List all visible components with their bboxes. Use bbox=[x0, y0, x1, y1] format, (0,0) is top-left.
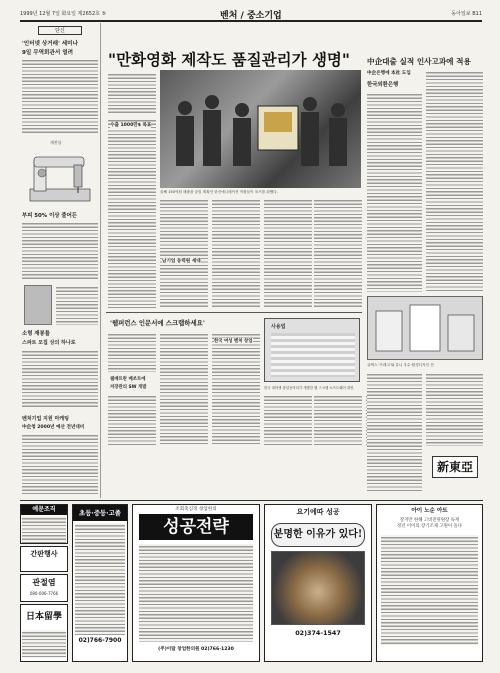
ad-education[interactable] bbox=[72, 504, 128, 662]
brief-story-3-body bbox=[22, 433, 98, 495]
main-col-3 bbox=[212, 198, 260, 308]
ad-success-footer: (주)이랍 창업한의원 02)766-1230 bbox=[158, 647, 234, 652]
ad-left-4-title: 日本留學 bbox=[25, 612, 62, 622]
product-image-2 bbox=[24, 285, 52, 325]
sewing-machine-image bbox=[22, 147, 98, 207]
ad-left-3-title: 관절염 bbox=[32, 578, 56, 587]
main-col-1 bbox=[108, 118, 156, 308]
ad-noson-top: 아이 노순 아트 bbox=[411, 508, 448, 514]
brief-box-header bbox=[38, 26, 82, 35]
right-bottom-col-1 bbox=[367, 372, 422, 492]
brief-story-2-body bbox=[22, 349, 98, 409]
main-col-4 bbox=[264, 198, 312, 308]
ad-restaurant-photo bbox=[271, 551, 365, 625]
main-photo-caption: 올해 150억원 매출을 올릴 계획인 한신애니메이션 직원들이 포즈를 취했다. bbox=[160, 190, 278, 194]
ad-left-3[interactable] bbox=[20, 574, 68, 602]
right-col-1 bbox=[367, 92, 422, 292]
group-photo-illustration bbox=[160, 70, 361, 188]
brief-story-2-title: 스파트 모집 상의 하나로 bbox=[22, 340, 76, 346]
ad-noson-art[interactable] bbox=[376, 504, 483, 662]
product-body-2 bbox=[56, 285, 98, 325]
mid-col-3 bbox=[160, 332, 208, 446]
left-sidebar bbox=[20, 23, 101, 498]
ad-restaurant[interactable] bbox=[264, 504, 372, 662]
ad-left-2[interactable] bbox=[20, 546, 68, 572]
mid-col-2 bbox=[108, 394, 156, 446]
brief-story-1-title: '인터넷 상거래' 세미나 bbox=[22, 41, 78, 47]
mid-divider bbox=[106, 312, 362, 313]
main-headline: "만화영화 제작도 품질관리가 생명" bbox=[108, 50, 350, 69]
mid-subhead-2: 저장관리 SW 개발 bbox=[110, 385, 147, 390]
product-label: 재봉틀 bbox=[50, 140, 62, 145]
mid-col-1 bbox=[108, 332, 156, 372]
ad-noson-line-2: 정년 이어의 장기조제 고원이 돌다 bbox=[397, 524, 462, 529]
sinbo-logo bbox=[432, 456, 478, 478]
main-story-photo bbox=[160, 70, 361, 188]
mid-col-4 bbox=[212, 332, 260, 446]
ad-noson-body bbox=[381, 535, 478, 645]
right-bottom-col-2 bbox=[426, 372, 483, 446]
ad-restaurant-headline: 분명한 이유가 있다! bbox=[271, 523, 365, 547]
ad-success-top: 조회축심정 창업한의 bbox=[175, 507, 217, 512]
mid-subhead-1: 웹매트란 베쏘트에 bbox=[110, 377, 146, 382]
screenshot-caption: 한국 대학생 창업동아리가 개발한 웹 스크랩 소프트웨어 화면. bbox=[264, 386, 355, 390]
masthead bbox=[20, 8, 482, 22]
ad-left-3-phone: 080-006-7766 bbox=[29, 591, 59, 596]
ad-education-body bbox=[75, 523, 125, 635]
right-headline: 中企대출 실적 인사고과에 적용 bbox=[367, 57, 471, 66]
ad-restaurant-brand: 요기에따 성공 bbox=[296, 508, 340, 516]
right-subhead-2: 한국외환은행 bbox=[367, 82, 399, 88]
brief-box-title: 단신 bbox=[55, 28, 65, 34]
ad-success-strategy[interactable] bbox=[132, 504, 260, 662]
ad-left-4-body bbox=[22, 630, 66, 658]
main-subhead-3: 남기업 동력원 세대 bbox=[162, 259, 201, 264]
brief-story-1-body bbox=[22, 58, 98, 133]
sewing-machine-icon bbox=[22, 147, 98, 207]
ad-success-title: 성공전략 bbox=[139, 514, 253, 540]
ad-education-phone: 02)766-7900 bbox=[78, 637, 122, 644]
appliance-photo bbox=[367, 296, 483, 360]
ad-left-1-body bbox=[22, 516, 66, 544]
main-col-5 bbox=[314, 198, 362, 308]
main-subhead-1: 수출 1000만$ 목표 bbox=[110, 123, 152, 128]
product-caption-1: 부피 50% 이상 줄어든 bbox=[22, 213, 77, 219]
ad-success-body bbox=[139, 544, 253, 642]
brief-story-1-subtitle: 9일 무역회관서 열려 bbox=[22, 50, 74, 56]
ad-band-divider bbox=[20, 500, 483, 501]
issue-date: 1999년 12월 7일 화요일 제2652호 ⑤ bbox=[20, 11, 107, 17]
right-subhead-1: 中企은행에 本社 도입 bbox=[367, 71, 411, 76]
ad-education-title: 초등·중등·고졸 bbox=[73, 505, 127, 521]
ad-left-1-title: 예문조직 bbox=[21, 505, 67, 515]
appliance-illustration bbox=[368, 297, 482, 359]
brief-story-3-subtitle: 中企청 2000년 예산 전년대비 bbox=[22, 425, 85, 430]
main-story-lead bbox=[108, 72, 156, 114]
paper-page: 동아일보 B11 bbox=[451, 11, 482, 17]
appliance-caption: 큐엑스 '프레고'와 유니 우수·환경디자인 전 bbox=[367, 363, 434, 367]
product-caption-2: 소형 재봉틀 bbox=[22, 331, 50, 337]
mid-col-6 bbox=[314, 394, 362, 446]
brief-story-3-title: 벤처기업 지원 마케팅 bbox=[22, 416, 69, 422]
right-col-2 bbox=[426, 70, 483, 292]
sinbo-logo-text: 新東亞 bbox=[436, 460, 473, 474]
main-col-2 bbox=[160, 198, 208, 308]
software-screenshot bbox=[264, 318, 360, 382]
screenshot-content bbox=[271, 333, 355, 377]
ad-left-1[interactable] bbox=[20, 504, 68, 544]
product-body-1 bbox=[22, 221, 98, 279]
ad-left-2-title: 간판행사 bbox=[30, 550, 58, 558]
mid-subhead-3: 한국 여성 벤처 창업 bbox=[214, 339, 253, 344]
mid-headline: '웹퍼런스 인문서에 스크랩하세요' bbox=[110, 319, 205, 327]
mid-col-5 bbox=[264, 394, 312, 446]
screenshot-label: 사용법 bbox=[271, 324, 286, 330]
ad-restaurant-phone: 02)374-1547 bbox=[295, 629, 341, 637]
ad-left-4[interactable] bbox=[20, 604, 68, 662]
ad-noson-line-1: 잘지만 한해 고비전위원장 독재 bbox=[399, 518, 460, 523]
section-title: 벤처 / 중소기업 bbox=[220, 11, 282, 21]
